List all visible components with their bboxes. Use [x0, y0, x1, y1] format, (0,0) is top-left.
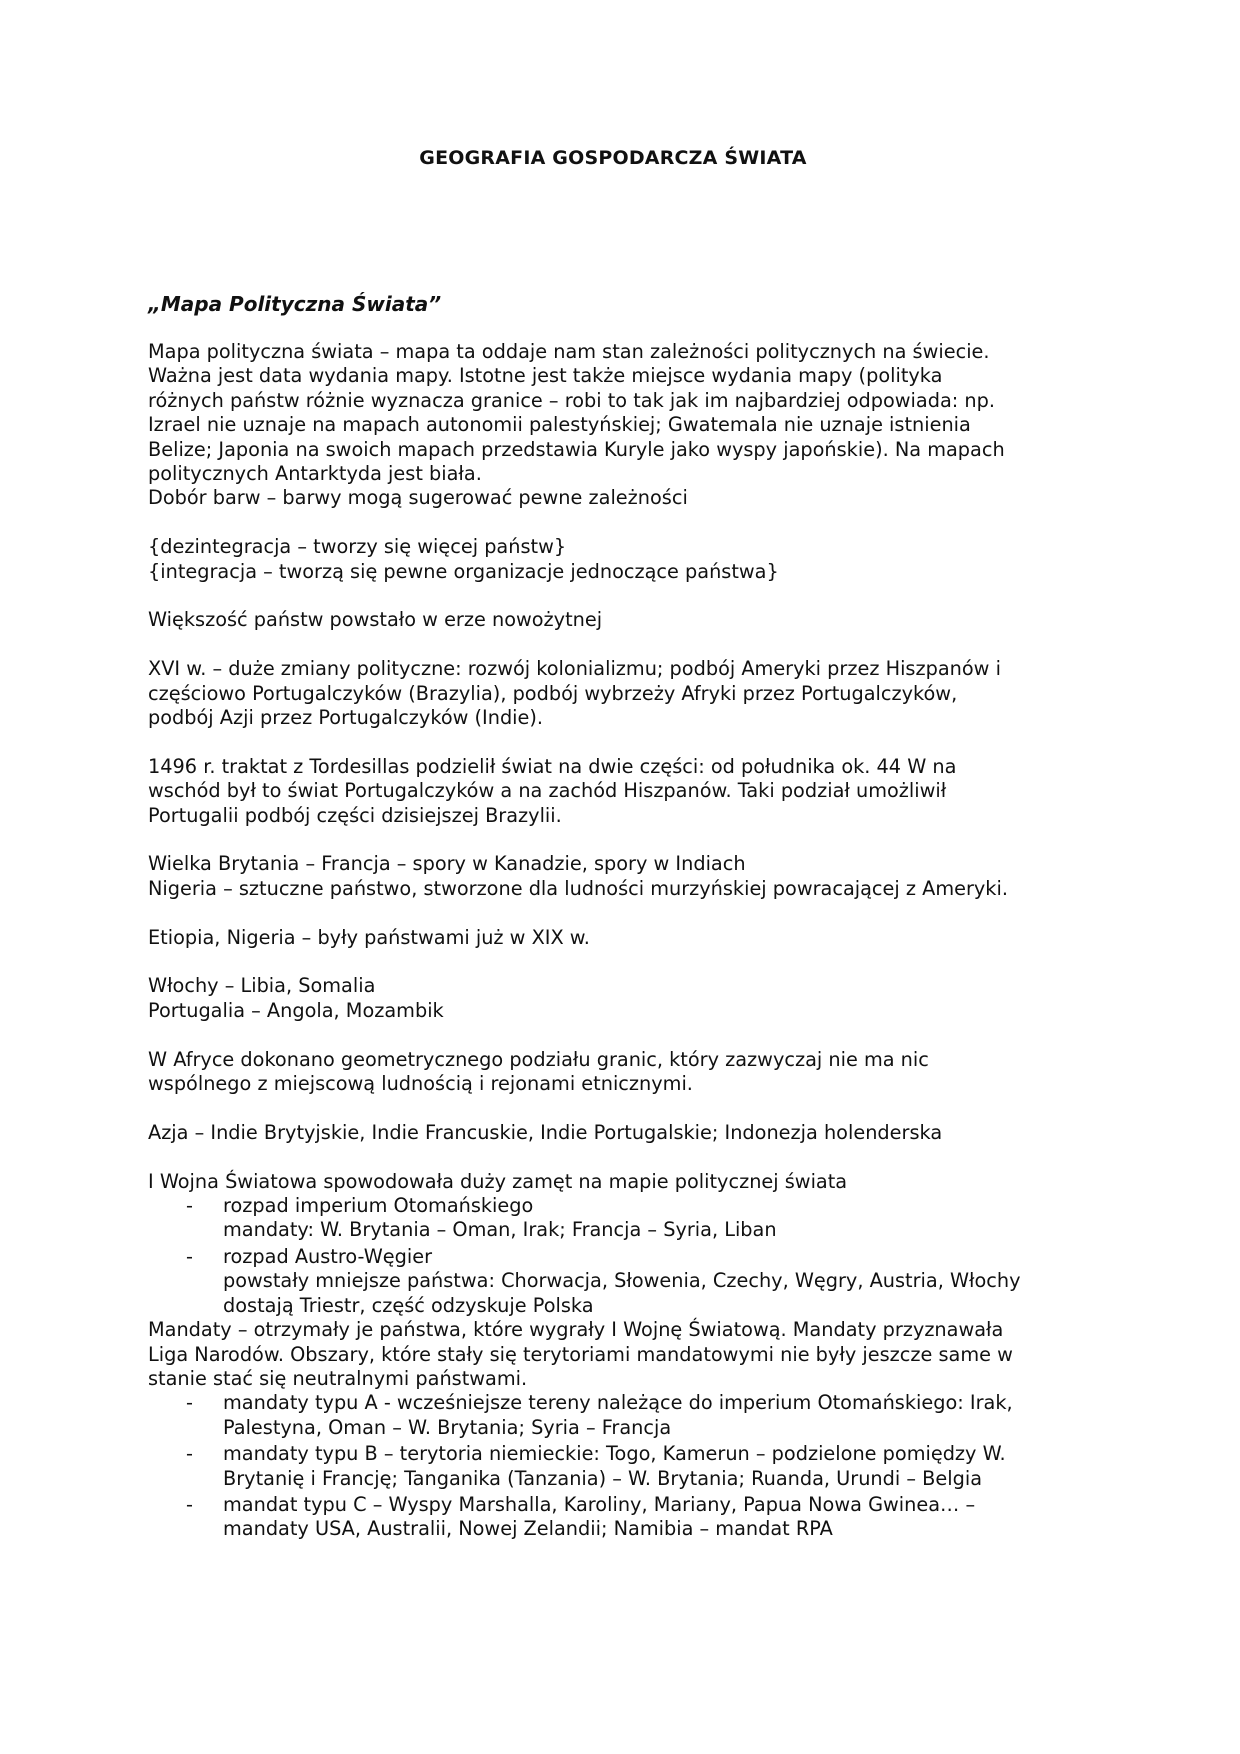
paragraph-colonies: Włochy – Libia, Somalia Portugalia – Angola, Mozambik — [148, 974, 444, 1022]
paragraph-ethiopia: Etiopia, Nigeria – były państwami już w XIX w. — [148, 925, 590, 949]
paragraph-asia: Azja – Indie Brytyjskie, Indie Francuskie, Indie Portugalskie; Indonezja holenderska — [148, 1120, 943, 1144]
paragraph-integration: {dezintegracja – tworzy się więcej państw} {integracja – tworzą się pewne organizacje jednoczące państwa} — [148, 535, 779, 583]
paragraph-britain-france: Wielka Brytania – Francja – spory w Kanadzie, spory w Indiach Nigeria – sztuczne państwo, stworzone dla ludności murzyńskiej powracającej z Ameryki. — [148, 852, 1008, 900]
list-item: - mandaty typu B – terytoria niemieckie: Togo, Kamerun – podzielone pomiędzy W. Brytanię i Francję; Tanganika (Tanzania) – W. Brytania; Ruanda, Urundi – Belgia — [186, 1442, 1006, 1490]
paragraph-africa-borders: W Afryce dokonano geometrycznego podziału granic, który zazwyczaj nie ma nic wspólnego z miejscową ludnością i rejonami etnicznymi. — [148, 1047, 929, 1096]
document-title: GEOGRAFIA GOSPODARCZA ŚWIATA — [419, 147, 807, 169]
document-body — [148, 340, 1098, 1542]
list-item: - rozpad Austro-Węgier powstały mniejsze państwa: Chorwacja, Słowenia, Czechy, Węgry, Austria, Włochy dostają Triestr, część odzyskuje Polska — [186, 1244, 1021, 1317]
bullet-dash: - — [186, 1492, 193, 1516]
list-item: - mandaty typu A - wcześniejsze tereny należące do imperium Otomańskiego: Irak, Palestyna, Oman – W. Brytania; Syria – Francja — [186, 1391, 1013, 1439]
section-heading: „Mapa Polityczna Świata” — [148, 292, 442, 316]
paragraph-mandates: Mandaty – otrzymały je państwa, które wygrały I Wojnę Światową. Mandaty przyznawała Liga Narodów. Obszary, które stały się terytoriami mandatowymi nie były jeszcze same w stanie stać się neutralnymi państwami. — [148, 1318, 1013, 1390]
paragraph-tordesillas: 1496 r. traktat z Tordesillas podzielił świat na dwie części: od południka ok. 44 W na wschód był to świat Portugalczyków a na zachód Hiszpanów. Taki podział umożliwił Portugalii podbój części dzisiejszej Brazylii. — [148, 754, 957, 827]
bullet-dash: - — [186, 1244, 193, 1268]
paragraph-modern-era: Większość państw powstało w erze nowożytnej — [148, 608, 603, 632]
paragraph-intro: Mapa polityczna świata – mapa ta oddaje nam stan zależności politycznych na świecie. Ważna jest data wydania mapy. Istotne jest także miejsce wydania mapy (polityka różnych państw różnie wyznacza granice – robi to tak jak im najbardziej odpowiada: np. Izrael nie uznaje na mapach autonomii palestyńskiej; Gwatemala nie uznaje istnienia Belize; Japonia na swoich mapach przedstawia Kuryle jako wyspy japońskie). Na mapach politycznych Antarktyda jest biała. Dobór barw – barwy mogą sugerować pewne zależności — [148, 340, 1005, 510]
list-item: - rozpad imperium Otomańskiego mandaty: W. Brytania – Oman, Irak; Francja – Syria, Liban — [186, 1194, 777, 1242]
list-item: - mandat typu C – Wyspy Marshalla, Karoliny, Mariany, Papua Nowa Gwinea… – mandaty USA, Australii, Nowej Zelandii; Namibia – mandat RPA — [186, 1492, 976, 1541]
paragraph-wwi: I Wojna Światowa spowodowała duży zamęt na mapie politycznej świata — [148, 1169, 848, 1193]
bullet-dash: - — [186, 1442, 193, 1466]
bullet-dash: - — [186, 1391, 193, 1415]
bullet-dash: - — [186, 1194, 193, 1218]
paragraph-xvi-century: XVI w. – duże zmiany polityczne: rozwój kolonializmu; podbój Ameryki przez Hiszpanów i częściowo Portugalczyków (Brazylia), podbój wybrzeży Afryki przez Portugalczyków, podbój Azji przez Portugalczyków (Indie). — [148, 657, 1001, 730]
